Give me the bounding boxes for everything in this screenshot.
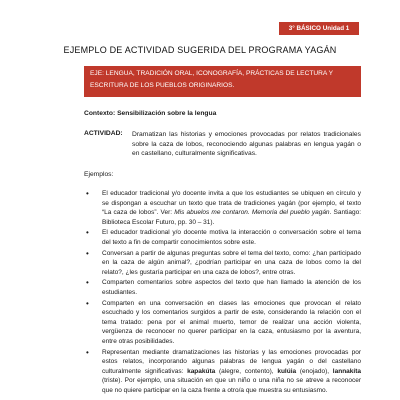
item-text-end: . Santiago: Biblioteca Escolar Futuro, pp. 30 – 31).	[102, 209, 361, 226]
contexto-line	[84, 110, 216, 117]
bullet-icon: •	[86, 228, 89, 238]
contexto-label: Contexto:	[84, 110, 116, 117]
eje-banner: EJE: LENGUA, TRADICIÓN ORAL, ICONOGRAFÍA, PRÁCTICAS DE LECTURA Y ESCRITURA DE LOS PUEBLOS ORIGINARIOS.	[84, 66, 361, 97]
unit-badge: 3° BÁSICO Unidad 1	[279, 22, 359, 35]
ejemplos-list	[84, 189, 361, 396]
bullet-icon: •	[86, 189, 89, 198]
item-text: El educador tradicional y/o docente invita a que los estudiantes se ubiquen en círculo y se dispongan a escuchar un texto que trata de tradiciones yagán (por ejemplo, el texto “La caza de lobos”. Ver:	[102, 190, 361, 217]
item-text: Conversan a partir de algunas preguntas sobre el tema del texto, como: ¿han participado en la caza de algún animal?, ¿podrían participar en una caza de lobos como la del relato?, ¿les gustaría participar en una caza de lobos?, entre otras.	[102, 249, 361, 276]
list-item	[84, 278, 361, 297]
list-item	[84, 189, 361, 227]
item-text: El educador tradicional y/o docente motiva la interacción o conversación sobre el tema del texto a fin de compartir conocimientos sobre este.	[102, 229, 361, 246]
list-item	[84, 249, 361, 278]
top-bar	[0, 0, 400, 6]
ejemplos-label: Ejemplos:	[84, 171, 114, 178]
item-text-mid: (enojado),	[296, 367, 333, 375]
item-text: Representan mediante dramatizaciones las historias y las emociones provocadas por estos relatos, incorporando algunas palabras de lengua yagán o del castellano culturalmente significativas:	[102, 348, 361, 375]
contexto-value: Sensibilización sobre la lengua	[117, 110, 217, 117]
item-text-end: (triste). Por ejemplo, una situación en que un niño o una niña no se atreve a reconocer que no quiere participar en la caza frente a otro/a que muestra su entusiasmo.	[102, 377, 361, 394]
bullet-icon: •	[86, 248, 89, 258]
list-item	[84, 228, 361, 247]
actividad-text: Dramatizan las historias y emociones provocadas por relatos tradicionales sobre la caza de lobos, reconociendo algunas palabras en lengua yagán o en castellano, culturalmente significativas.	[132, 131, 361, 157]
list-item	[84, 299, 361, 347]
bullet-icon: •	[86, 347, 89, 357]
book-title: Mis abuelos me contaron. Memoria del pueblo yagán	[174, 209, 330, 217]
item-text: Comparten en una conversación en clases las emociones que provocan el relato escuchado y los comentarios surgidos a partir de este, considerando la relación con el tema tratado: pena por el animal muerto, temor de realizar una acción violenta, vergüenza de reconocer no querer participar en la caza, entusiasmo por la aventura, entre otras posibilidades.	[102, 299, 361, 345]
yagan-word: lannakíta	[332, 367, 361, 375]
bullet-icon: •	[86, 278, 89, 288]
page-title: EJEMPLO DE ACTIVIDAD SUGERIDA DEL PROGRAMA YAGÁN	[63, 45, 337, 55]
bullet-icon: •	[86, 298, 89, 308]
yagan-word: kapakúta	[187, 367, 216, 375]
yagan-word: kulúia	[277, 367, 297, 375]
item-text: Comparten comentarios sobre aspectos del texto que han llamado la atención de los estudiantes.	[102, 279, 361, 296]
item-text-mid: (alegre, contento),	[215, 367, 278, 375]
list-item	[84, 348, 361, 396]
actividad-label: ACTIVIDAD:	[84, 130, 123, 137]
